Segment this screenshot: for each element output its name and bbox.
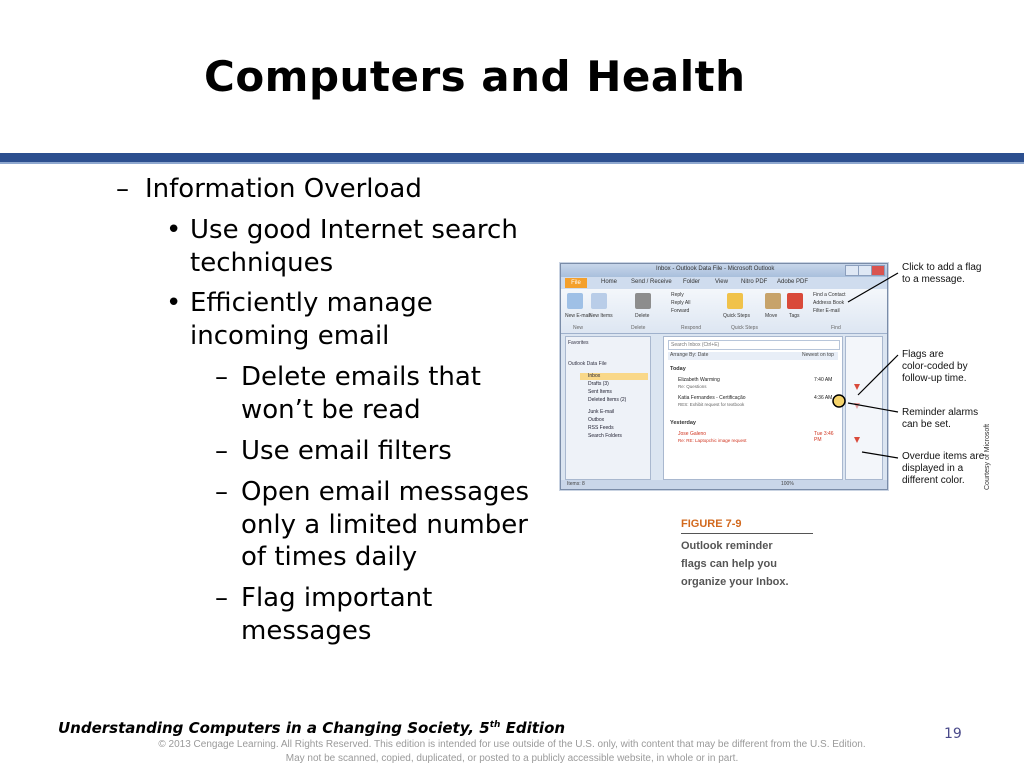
- nav-item-inbox: Inbox: [588, 373, 601, 379]
- bullet-text: Delete emails that: [241, 362, 482, 392]
- ribbon-label: Quick Steps: [723, 313, 750, 319]
- copyright-line: May not be scanned, copied, duplicated, or posted to a publicly accessible website, in whole or in part.: [285, 753, 739, 764]
- caption-line: flags can help you: [681, 558, 777, 570]
- message-from: Katia Fernandes - Certificação: [678, 395, 746, 401]
- ribbon-label: Address Book: [813, 300, 845, 306]
- callout-line: [848, 273, 898, 302]
- book-title-end: Edition: [500, 719, 566, 737]
- copyright-line: © 2013 Cengage Learning. All Rights Reserved. This edition is intended for use outside of the U.S. only, with content that may be different from the U.S. Edition.: [158, 739, 866, 750]
- ribbon-label: Find a Contact: [813, 292, 846, 298]
- alarm-icon: [833, 395, 845, 407]
- window-title: Inbox - Outlook Data File - Microsoft Outlook: [656, 266, 775, 272]
- tab-adobe-pdf: Adobe PDF: [777, 279, 809, 285]
- nav-item-rss: RSS Feeds: [588, 425, 614, 431]
- message-time: 4:36 AM: [814, 395, 833, 401]
- message-subject: RES: Exhibit request for textbook: [678, 402, 745, 407]
- sort-order: Newest on top: [802, 352, 834, 358]
- message-time: Tue 3:46 PM: [814, 431, 834, 443]
- bullet-marker: –: [215, 362, 228, 392]
- callout-line: [848, 403, 898, 412]
- ribbon-label: Filter E-mail: [813, 308, 840, 314]
- ribbon-group: New: [573, 325, 584, 331]
- ribbon-label: Forward: [671, 308, 690, 314]
- callout-line: [862, 452, 898, 458]
- bullet-marker: –: [215, 436, 228, 466]
- callout-text: Overdue items are: [902, 451, 985, 462]
- bullet-text: only a limited number: [241, 510, 528, 540]
- ribbon-group: Quick Steps: [731, 325, 758, 331]
- nav-item-junk: Junk E-mail: [588, 409, 615, 415]
- bullet-marker: •: [166, 215, 182, 245]
- callout-text: Click to add a flag: [902, 262, 982, 273]
- ribbon-label: Tags: [789, 313, 800, 319]
- bullet-marker: –: [116, 174, 129, 204]
- tab-view: View: [715, 279, 728, 285]
- callout-text: to a message.: [902, 274, 965, 285]
- search-input: Search Inbox (Ctrl+E): [668, 340, 840, 350]
- callout-text: different color.: [902, 475, 965, 486]
- nav-item-sent: Sent Items: [588, 389, 612, 395]
- callout-line: [858, 355, 898, 395]
- slide-title: Computers and Health: [204, 52, 746, 101]
- ribbon-group: Respond: [681, 325, 702, 331]
- callout-text: Reminder alarms: [902, 407, 979, 418]
- arrange-by: Arrange By: Date: [670, 352, 709, 358]
- ribbon-label: New Items: [589, 313, 613, 319]
- section-yesterday: Yesterday: [670, 420, 696, 426]
- tab-file: File: [565, 278, 587, 288]
- callout-color-coded: [902, 349, 968, 385]
- tab-home: Home: [601, 279, 618, 285]
- ribbon-label: Reply All: [671, 300, 691, 306]
- tab-folder: Folder: [683, 279, 701, 285]
- status-zoom: 100%: [781, 481, 794, 487]
- bullet-text: Flag important: [241, 583, 433, 613]
- message-time: 7:40 AM: [814, 377, 833, 383]
- bullet-text: Use email filters: [241, 436, 452, 466]
- bullet-marker: –: [215, 583, 228, 613]
- caption-line: organize your Inbox.: [681, 576, 789, 588]
- message-from: Elizabeth Warming: [678, 377, 720, 383]
- copyright-notice: [0, 738, 1024, 766]
- bullet-text: incoming email: [190, 321, 390, 351]
- bullet-text: techniques: [190, 248, 334, 278]
- figure-label: FIGURE 7-9: [681, 518, 742, 530]
- callout-text: Flags are: [902, 349, 944, 360]
- nav-item-search-folders: Search Folders: [588, 433, 622, 439]
- caption-line: Outlook reminder: [681, 540, 773, 552]
- callout-add-flag: [902, 262, 982, 286]
- nav-item-drafts: Drafts (3): [588, 381, 609, 387]
- bullet-marker: •: [166, 288, 182, 318]
- bullet-text: Efficiently manage: [190, 288, 433, 318]
- status-items: Items: 8: [567, 481, 585, 487]
- callout-text: can be set.: [902, 419, 951, 430]
- ribbon-label: Reply: [671, 292, 684, 298]
- bullet-text: Open email messages: [241, 477, 530, 507]
- message-subject: Re: Questions: [678, 384, 707, 389]
- figure-rule: [681, 533, 813, 534]
- book-title-text: Understanding Computers in a Changing Society, 5: [58, 719, 490, 737]
- bullet-text: won’t be read: [241, 395, 421, 425]
- bullet-text: of times daily: [241, 542, 418, 572]
- callout-reminder: [902, 407, 978, 431]
- ribbon-group: Find: [831, 325, 841, 331]
- nav-root: Outlook Data File: [568, 361, 607, 367]
- book-title-sup: th: [489, 720, 501, 730]
- message-subject: Re: RE: Laptopchic image request: [678, 438, 747, 443]
- nav-item-deleted: Deleted Items (2): [588, 397, 627, 403]
- ribbon-label: Move: [765, 313, 778, 319]
- ribbon-label: Delete: [635, 313, 650, 319]
- bullet-text: Use good Internet search: [190, 215, 518, 245]
- bullet-marker: –: [215, 477, 228, 507]
- section-today: Today: [670, 366, 686, 372]
- bullet-text: Information Overload: [145, 174, 422, 204]
- nav-item-outbox: Outbox: [588, 417, 605, 423]
- footer-book-title: [58, 719, 565, 737]
- callout-text: color-coded by: [902, 361, 968, 372]
- callout-text: follow-up time.: [902, 373, 967, 384]
- callout-overdue: [902, 451, 984, 487]
- page-number: 19: [944, 726, 962, 742]
- callout-text: displayed in a: [902, 463, 964, 474]
- ribbon-group: Delete: [631, 325, 646, 331]
- image-credit: Courtesy of Microsoft: [984, 423, 991, 490]
- ribbon-label: New E-mail: [565, 313, 591, 319]
- tab-send-receive: Send / Receive: [631, 279, 672, 285]
- figure-caption: [681, 537, 789, 591]
- bullet-text: messages: [241, 616, 372, 646]
- nav-favorites: Favorites: [568, 340, 589, 346]
- message-from: Jose Galeno: [678, 431, 707, 437]
- tab-nitro-pdf: Nitro PDF: [741, 279, 768, 285]
